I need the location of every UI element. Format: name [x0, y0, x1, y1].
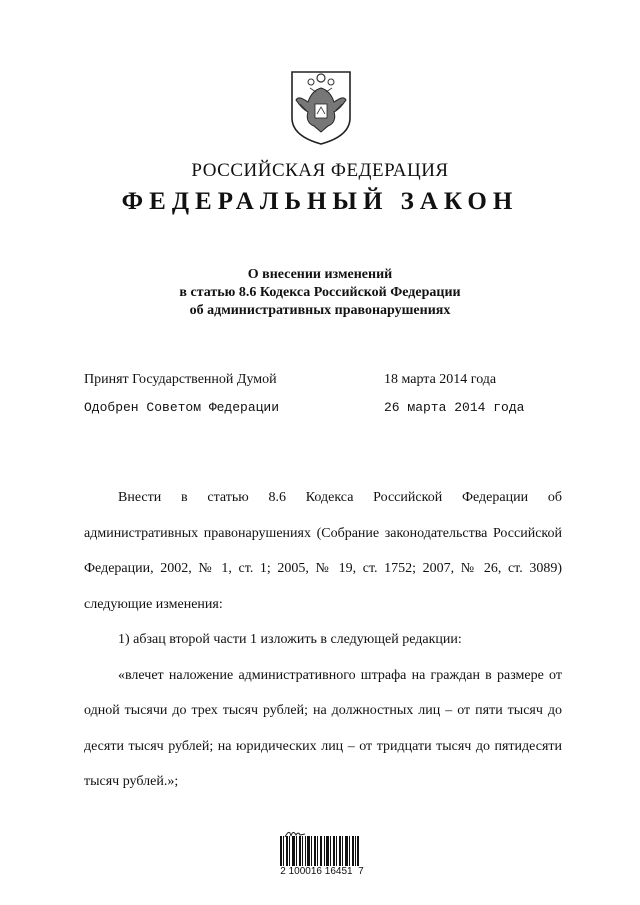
- document-type: ФЕДЕРАЛЬНЫЙ ЗАКОН: [121, 188, 519, 215]
- coat-of-arms-icon: [286, 66, 356, 146]
- barcode-number: 2 100016 16451 7: [280, 866, 364, 877]
- title-line: в статью 8.6 Кодекса Российской Федерации: [179, 285, 461, 300]
- approval-label: Одобрен Советом Федерации: [84, 400, 280, 415]
- title-line: об административных правонарушениях: [189, 303, 451, 318]
- approval-date: 26 марта 2014 года: [384, 400, 525, 415]
- barcode-icon: [280, 836, 360, 866]
- title-line: О внесении изменений: [247, 267, 393, 282]
- country-name: РОССИЙСКАЯ ФЕДЕРАЦИЯ: [191, 160, 449, 181]
- body-paragraph-intro: Внести в статью 8.6 Кодекса Российской Федерации об административных правонарушениях (Собрание законодательства Российской Федерации, 2002, № 1, ст. 1; 2005, № 19, ст. 1752; 2007, № 26, ст. 3089) следующие изменения:: [84, 490, 562, 612]
- body-paragraph-item-1: 1) абзац второй части 1 изложить в следующей редакции:: [118, 632, 462, 647]
- adoption-label: Принят Государственной Думой: [84, 372, 277, 387]
- body-paragraph-quote: «влечет наложение административного штрафа на граждан в размере от одной тысячи до трех тысяч рублей; на должностных лиц – от пяти тысяч до десяти тысяч рублей; на юридических лиц – от тридцати тысяч до пятидесяти тысяч рублей.»;: [84, 667, 562, 789]
- adoption-date: 18 марта 2014 года: [384, 372, 497, 387]
- signature-mark-icon: [284, 826, 306, 836]
- law-body: [84, 480, 562, 800]
- law-title: [0, 266, 640, 320]
